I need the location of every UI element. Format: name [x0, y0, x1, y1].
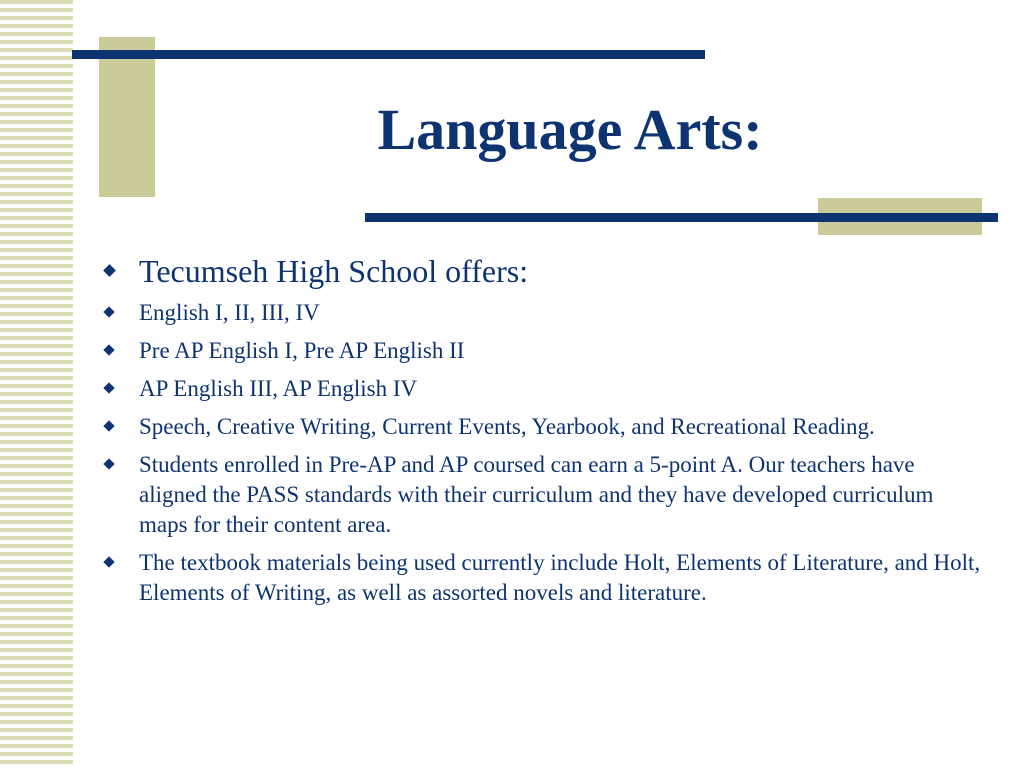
bullet-item	[101, 336, 981, 366]
diamond-bullet-icon	[101, 252, 139, 290]
bullet-text: Tecumseh High School offers:	[139, 253, 529, 289]
diamond-bullet-icon	[101, 548, 139, 578]
bullet-text: Pre AP English I, Pre AP English II	[139, 338, 465, 363]
diamond-bullet-icon	[101, 336, 139, 366]
bullet-list	[101, 252, 981, 616]
decorative-navy-bar-bottom	[365, 213, 998, 222]
decorative-beige-block-top	[99, 37, 155, 197]
bullet-item	[101, 252, 981, 290]
bullet-text: Speech, Creative Writing, Current Events, Yearbook, and Recreational Reading.	[139, 414, 875, 439]
bullet-text: AP English III, AP English IV	[139, 376, 418, 401]
bullet-item	[101, 548, 981, 608]
diamond-bullet-icon	[101, 450, 139, 480]
decorative-striped-border	[0, 0, 73, 768]
diamond-bullet-icon	[101, 298, 139, 328]
bullet-item	[101, 374, 981, 404]
bullet-item	[101, 450, 981, 540]
diamond-bullet-icon	[101, 374, 139, 404]
bullet-item	[101, 412, 981, 442]
bullet-item	[101, 298, 981, 328]
bullet-text: Students enrolled in Pre-AP and AP coursed can earn a 5-point A. Our teachers have aligned the PASS standards with their curriculum and they have developed curriculum maps for their content area.	[139, 452, 934, 537]
slide-title: Language Arts:	[377, 97, 763, 162]
diamond-bullet-icon	[101, 412, 139, 442]
decorative-navy-bar-top	[72, 50, 705, 59]
bullet-text: The textbook materials being used currently include Holt, Elements of Literature, and Holt, Elements of Writing, as well as assorted novels and literature.	[139, 550, 981, 605]
bullet-text: English I, II, III, IV	[139, 300, 320, 325]
